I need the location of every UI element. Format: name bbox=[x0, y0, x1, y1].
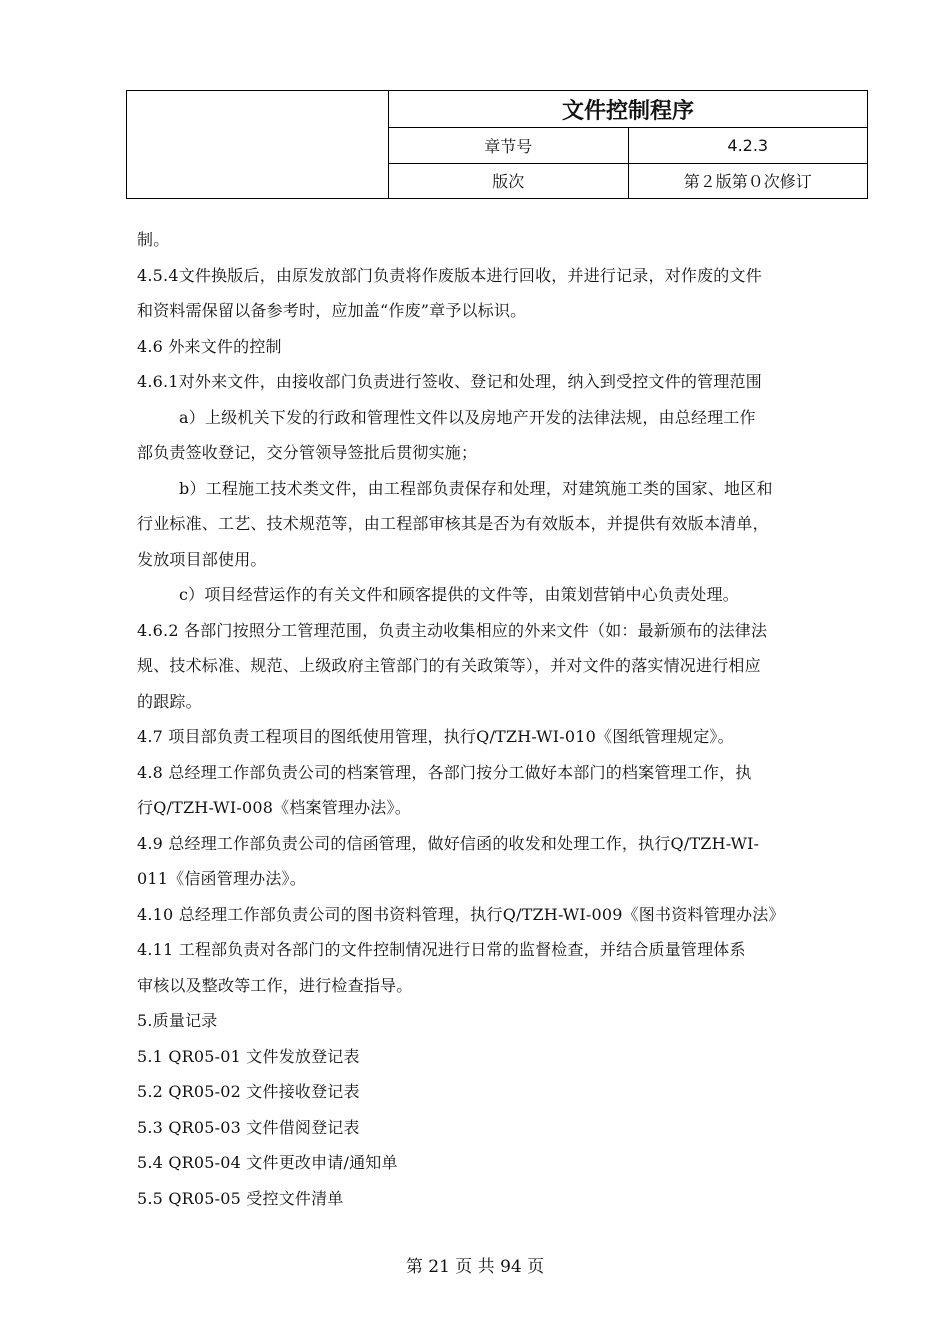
body-line: 的跟踪。 bbox=[137, 691, 202, 711]
record-item: 5.5 QR05-05 受控文件清单 bbox=[137, 1188, 344, 1208]
logo-cell bbox=[127, 91, 389, 199]
record-item: 5.4 QR05-04 文件更改申请/通知单 bbox=[137, 1153, 398, 1172]
body-line: 审核以及整改等工作，进行检查指导。 bbox=[137, 975, 413, 995]
page-footer: 第 21 页 共 94 页 bbox=[405, 1257, 545, 1277]
body-line: 4.6.2 各部门按照分工管理范围，负责主动收集相应的外来文件（如：最新颁布的法律法 bbox=[137, 620, 768, 640]
body-line: 4.8 总经理工作部负责公司的档案管理，各部门按分工做好本部门的档案管理工作，执 bbox=[137, 762, 752, 782]
record-item: 5.2 QR05-02 文件接收登记表 bbox=[137, 1082, 360, 1101]
document-header-table bbox=[126, 90, 868, 199]
body-line: 4.10 总经理工作部负责公司的图书资料管理，执行Q/TZH-WI-009《图书资料管理办法》 bbox=[137, 904, 785, 924]
body-line: 4.5.4文件换版后，由原发放部门负责将作废版本进行回收，并进行记录，对作废的文件 bbox=[137, 265, 762, 285]
chapter-value: 4.2.3 bbox=[628, 128, 868, 163]
version-label: 版次 bbox=[389, 163, 629, 198]
body-line: 行业标准、工艺、技术规范等，由工程部审核其是否为有效版本，并提供有效版本清单， bbox=[137, 514, 769, 533]
section-heading: 4.6 外来文件的控制 bbox=[137, 336, 282, 356]
body-line: 011《信函管理办法》。 bbox=[137, 869, 306, 888]
body-line: 4.11 工程部负责对各部门的文件控制情况进行日常的监督检查，并结合质量管理体系 bbox=[137, 940, 746, 959]
body-line: 和资料需保留以备参考时，应加盖“作废”章予以标识。 bbox=[137, 301, 527, 320]
body-line: 行Q/TZH-WI-008《档案管理办法》。 bbox=[137, 798, 411, 817]
body-line: 4.6.1对外来文件，由接收部门负责进行签收、登记和处理，纳入到受控文件的管理范围 bbox=[137, 372, 762, 391]
body-line: 制。 bbox=[137, 230, 170, 249]
version-value: 第２版第０次修订 bbox=[628, 163, 868, 198]
body-line: 发放项目部使用。 bbox=[137, 549, 267, 569]
body-line: 部负责签收登记，交分管领导签批后贯彻实施； bbox=[137, 443, 478, 462]
list-item-a: a）上级机关下发的行政和管理性文件以及房地产开发的法律法规，由总经理工作 bbox=[179, 407, 756, 427]
body-line: 4.7 项目部负责工程项目的图纸使用管理，执行Q/TZH-WI-010《图纸管理规定》。 bbox=[137, 727, 734, 746]
record-item: 5.1 QR05-01 文件发放登记表 bbox=[137, 1046, 360, 1066]
body-line: 规、技术标准、规范、上级政府主管部门的有关政策等），并对文件的落实情况进行相应 bbox=[137, 656, 761, 675]
document-body bbox=[137, 222, 867, 1216]
document-title: 文件控制程序 bbox=[389, 91, 868, 128]
list-item-b: b）工程施工技术类文件，由工程部负责保存和处理，对建筑施工类的国家、地区和 bbox=[179, 478, 773, 498]
list-item-c: c）项目经营运作的有关文件和顾客提供的文件等，由策划营销中心负责处理。 bbox=[179, 585, 739, 604]
section-heading: 5.质量记录 bbox=[137, 1011, 218, 1030]
body-line: 4.9 总经理工作部负责公司的信函管理，做好信函的收发和处理工作，执行Q/TZH-WI- bbox=[137, 833, 760, 853]
chapter-label: 章节号 bbox=[389, 128, 629, 163]
record-item: 5.3 QR05-03 文件借阅登记表 bbox=[137, 1117, 360, 1137]
